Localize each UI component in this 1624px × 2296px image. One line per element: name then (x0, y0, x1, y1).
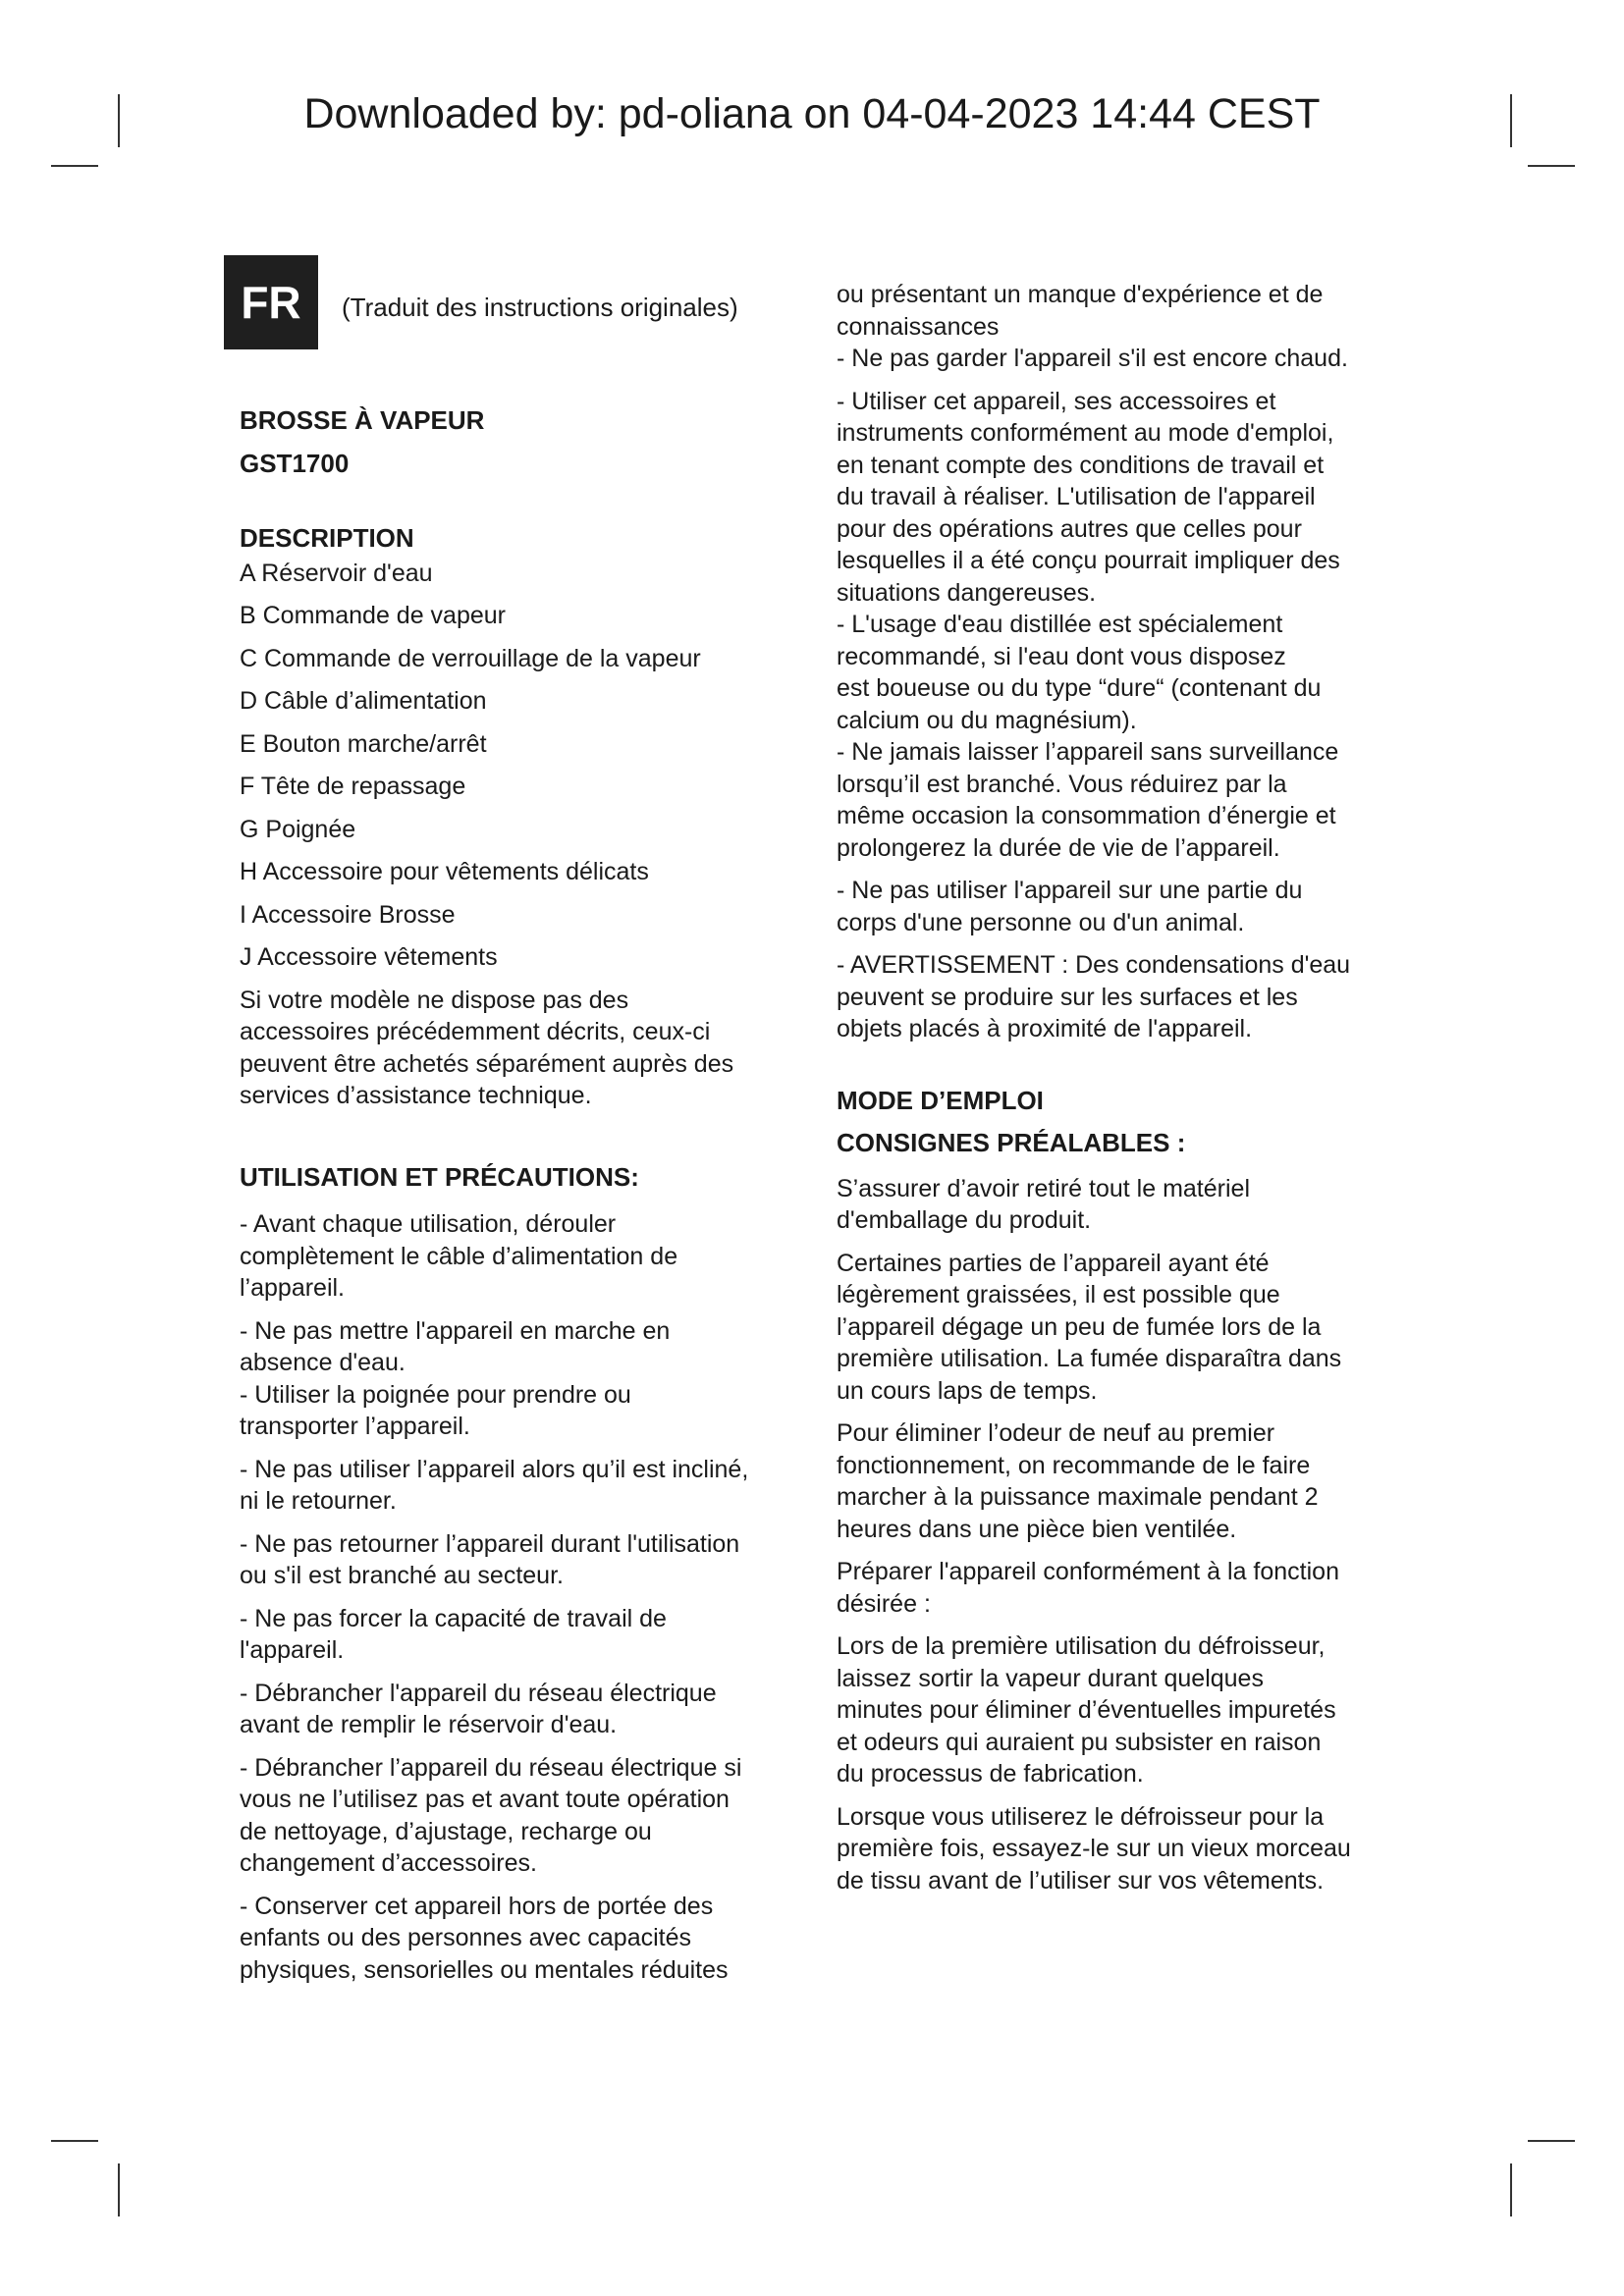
text-line: recommandé, si l'eau dont vous disposez (837, 642, 1286, 670)
text-line: minutes pour éliminer d’éventuelles impuretés (837, 1696, 1336, 1724)
text-line: ou s'il est branché au secteur. (240, 1562, 564, 1589)
text-line: en tenant compte des conditions de travail et (837, 451, 1325, 479)
product-title: BROSSE À VAPEUR (240, 405, 485, 435)
crop-mark (1528, 165, 1575, 167)
description-item: B Commande de vapeur (240, 602, 506, 629)
text-line: est boueuse ou du type “dure“ (contenant du (837, 674, 1322, 702)
crop-mark (1510, 2163, 1512, 2216)
text-line: l’appareil. (240, 1274, 346, 1302)
download-header: Downloaded by: pd-oliana on 04-04-2023 14:44 CEST (303, 90, 1321, 137)
description-item: D Câble d’alimentation (240, 687, 487, 715)
precautions-continued (837, 279, 1406, 1045)
translation-note: (Traduit des instructions originales) (342, 293, 738, 322)
paragraph (837, 1173, 1406, 1237)
description-list (240, 558, 809, 974)
text-line: légèrement graissées, il est possible que (837, 1281, 1280, 1308)
description-item: J Accessoire vêtements (240, 943, 498, 971)
description-item: F Tête de repassage (240, 773, 466, 800)
mode-emploi-heading: MODE D’EMPLOI (837, 1085, 1044, 1115)
text-line: Pour éliminer l’odeur de neuf au premier (837, 1419, 1275, 1447)
text-line: ni le retourner. (240, 1487, 397, 1515)
text-line: accessoires précédemment décrits, ceux-ci (240, 1018, 711, 1045)
text-line: - Ne jamais laisser l’appareil sans surveillance (837, 738, 1339, 766)
text-line: Préparer l'appareil conformément à la fonction (837, 1558, 1339, 1585)
text-line: - Avant chaque utilisation, dérouler (240, 1210, 617, 1238)
paragraph (837, 386, 1406, 865)
text-line: - L'usage d'eau distillée est spécialement (837, 611, 1283, 638)
text-line: lesquelles il a été conçu pourrait impliquer des (837, 547, 1340, 574)
paragraph (240, 1528, 809, 1592)
text-line: l’appareil dégage un peu de fumée lors de la (837, 1312, 1322, 1341)
text-line: ou présentant un manque d'expérience et de (837, 281, 1324, 308)
text-line: du processus de fabrication. (837, 1760, 1144, 1788)
description-note (240, 985, 809, 1112)
product-model: GST1700 (240, 448, 350, 478)
text-line: heures dans une pièce bien ventilée. (837, 1515, 1237, 1543)
text-line: du travail à réaliser. L'utilisation de l'appareil (837, 483, 1316, 510)
precautions-heading: UTILISATION ET PRÉCAUTIONS: (240, 1161, 639, 1192)
paragraph (837, 279, 1406, 375)
crop-mark (51, 165, 98, 167)
description-item: G Poignée (240, 815, 356, 843)
description-item: C Commande de verrouillage de la vapeur (240, 644, 701, 672)
text-line: désirée : (837, 1589, 931, 1618)
paragraph (240, 1752, 809, 1880)
paragraph (240, 1891, 809, 1987)
text-line: objets placés à proximité de l'appareil. (837, 1015, 1253, 1042)
text-line: services d’assistance technique. (240, 1082, 592, 1109)
paragraph (837, 1630, 1406, 1790)
description-item: A Réservoir d'eau (240, 559, 433, 587)
text-line: instruments conformément au mode d'emploi, (837, 419, 1334, 447)
text-line: peuvent être achetés séparément auprès des (240, 1049, 734, 1078)
text-line: première fois, essayez-le sur un vieux morceau (837, 1835, 1351, 1862)
text-line: complètement le câble d’alimentation de (240, 1242, 678, 1270)
text-line: première utilisation. La fumée disparaîtra dans (837, 1345, 1342, 1372)
text-line: l'appareil. (240, 1636, 345, 1664)
text-line: - Ne pas utiliser l’appareil alors qu’il est incliné, (240, 1455, 749, 1483)
text-line: pour des opérations autres que celles pour (837, 514, 1302, 543)
text-line: de tissu avant de l’utiliser sur vos vêtements. (837, 1866, 1325, 1895)
text-line: vous ne l’utilisez pas et avant toute opération (240, 1786, 730, 1813)
precautions-list (240, 1208, 809, 1986)
text-line: S’assurer d’avoir retiré tout le matériel (837, 1174, 1250, 1202)
description-item: H Accessoire pour vêtements délicats (240, 858, 649, 885)
text-line: physiques, sensorielles ou mentales réduites (240, 1955, 729, 1984)
text-line: enfants ou des personnes avec capacités (240, 1924, 692, 1951)
text-line: Si votre modèle ne dispose pas des (240, 986, 629, 1014)
paragraph (240, 1603, 809, 1667)
text-line: peuvent se produire sur les surfaces et les (837, 983, 1298, 1011)
text-line: un cours laps de temps. (837, 1376, 1098, 1405)
text-line: changement d’accessoires. (240, 1849, 537, 1877)
text-line: avant de remplir le réservoir d'eau. (240, 1711, 618, 1738)
text-line: absence d'eau. (240, 1349, 406, 1376)
text-line: - Ne pas mettre l'appareil en marche en (240, 1316, 671, 1345)
consignes-heading: CONSIGNES PRÉALABLES : (837, 1128, 1186, 1157)
language-badge: FR (224, 255, 318, 349)
paragraph (240, 1678, 809, 1741)
crop-mark (118, 2163, 120, 2216)
text-line: - AVERTISSEMENT : Des condensations d'eau (837, 951, 1351, 979)
text-line: Lorsque vous utiliserez le défroisseur pour la (837, 1802, 1325, 1831)
text-line: situations dangereuses. (837, 578, 1097, 607)
text-line: de nettoyage, d’ajustage, recharge ou (240, 1817, 652, 1845)
paragraph (240, 1315, 809, 1443)
paragraph (837, 1417, 1406, 1545)
text-line: - Débrancher l’appareil du réseau électrique si (240, 1753, 742, 1782)
mode-emploi-paragraphs (837, 1173, 1406, 1897)
description-item: E Bouton marche/arrêt (240, 729, 487, 758)
text-line: - Ne pas forcer la capacité de travail de (240, 1604, 667, 1632)
text-line: - Ne pas garder l'appareil s'il est encore chaud. (837, 345, 1348, 372)
text-line: fonctionnement, on recommande de le faire (837, 1451, 1311, 1479)
paragraph (837, 949, 1406, 1045)
text-line: - Utiliser la poignée pour prendre ou (240, 1380, 631, 1409)
text-line: connaissances (837, 312, 1000, 341)
text-line: - Ne pas retourner l’appareil durant l'utilisation (240, 1529, 740, 1558)
text-line: marcher à la puissance maximale pendant 2 (837, 1483, 1319, 1511)
text-line: - Débrancher l'appareil du réseau électrique (240, 1679, 717, 1707)
text-line: même occasion la consommation d’énergie et (837, 802, 1336, 829)
description-heading: DESCRIPTION (240, 523, 414, 553)
crop-mark (51, 2140, 98, 2142)
text-line: - Ne pas utiliser l'appareil sur une partie du (837, 877, 1303, 904)
text-line: calcium ou du magnésium). (837, 706, 1137, 734)
paragraph (837, 1556, 1406, 1620)
paragraph (837, 1248, 1406, 1408)
text-line: corps d'une personne ou d'un animal. (837, 908, 1245, 936)
right-column (837, 279, 1406, 1896)
paragraph (240, 1208, 809, 1305)
text-line: - Utiliser cet appareil, ses accessoires et (837, 387, 1276, 415)
paragraph (837, 1801, 1406, 1897)
description-item: I Accessoire Brosse (240, 900, 456, 929)
paragraph (240, 1454, 809, 1518)
text-line: Certaines parties de l’appareil ayant été (837, 1249, 1270, 1277)
crop-mark (1528, 2140, 1575, 2142)
text-line: et odeurs qui auraient pu subsister en raison (837, 1728, 1322, 1756)
text-line: laissez sortir la vapeur durant quelques (837, 1664, 1264, 1692)
paragraph (837, 875, 1406, 938)
text-line: - Conserver cet appareil hors de portée des (240, 1892, 714, 1920)
text-line: lorsqu’il est branché. Vous réduirez par la (837, 770, 1287, 798)
text-line: prolongerez la durée de vie de l’appareil. (837, 833, 1280, 862)
text-line: transporter l’appareil. (240, 1413, 470, 1440)
text-line: d'emballage du produit. (837, 1206, 1092, 1234)
left-column (240, 404, 809, 1986)
text-line: Lors de la première utilisation du défroisseur, (837, 1632, 1326, 1660)
